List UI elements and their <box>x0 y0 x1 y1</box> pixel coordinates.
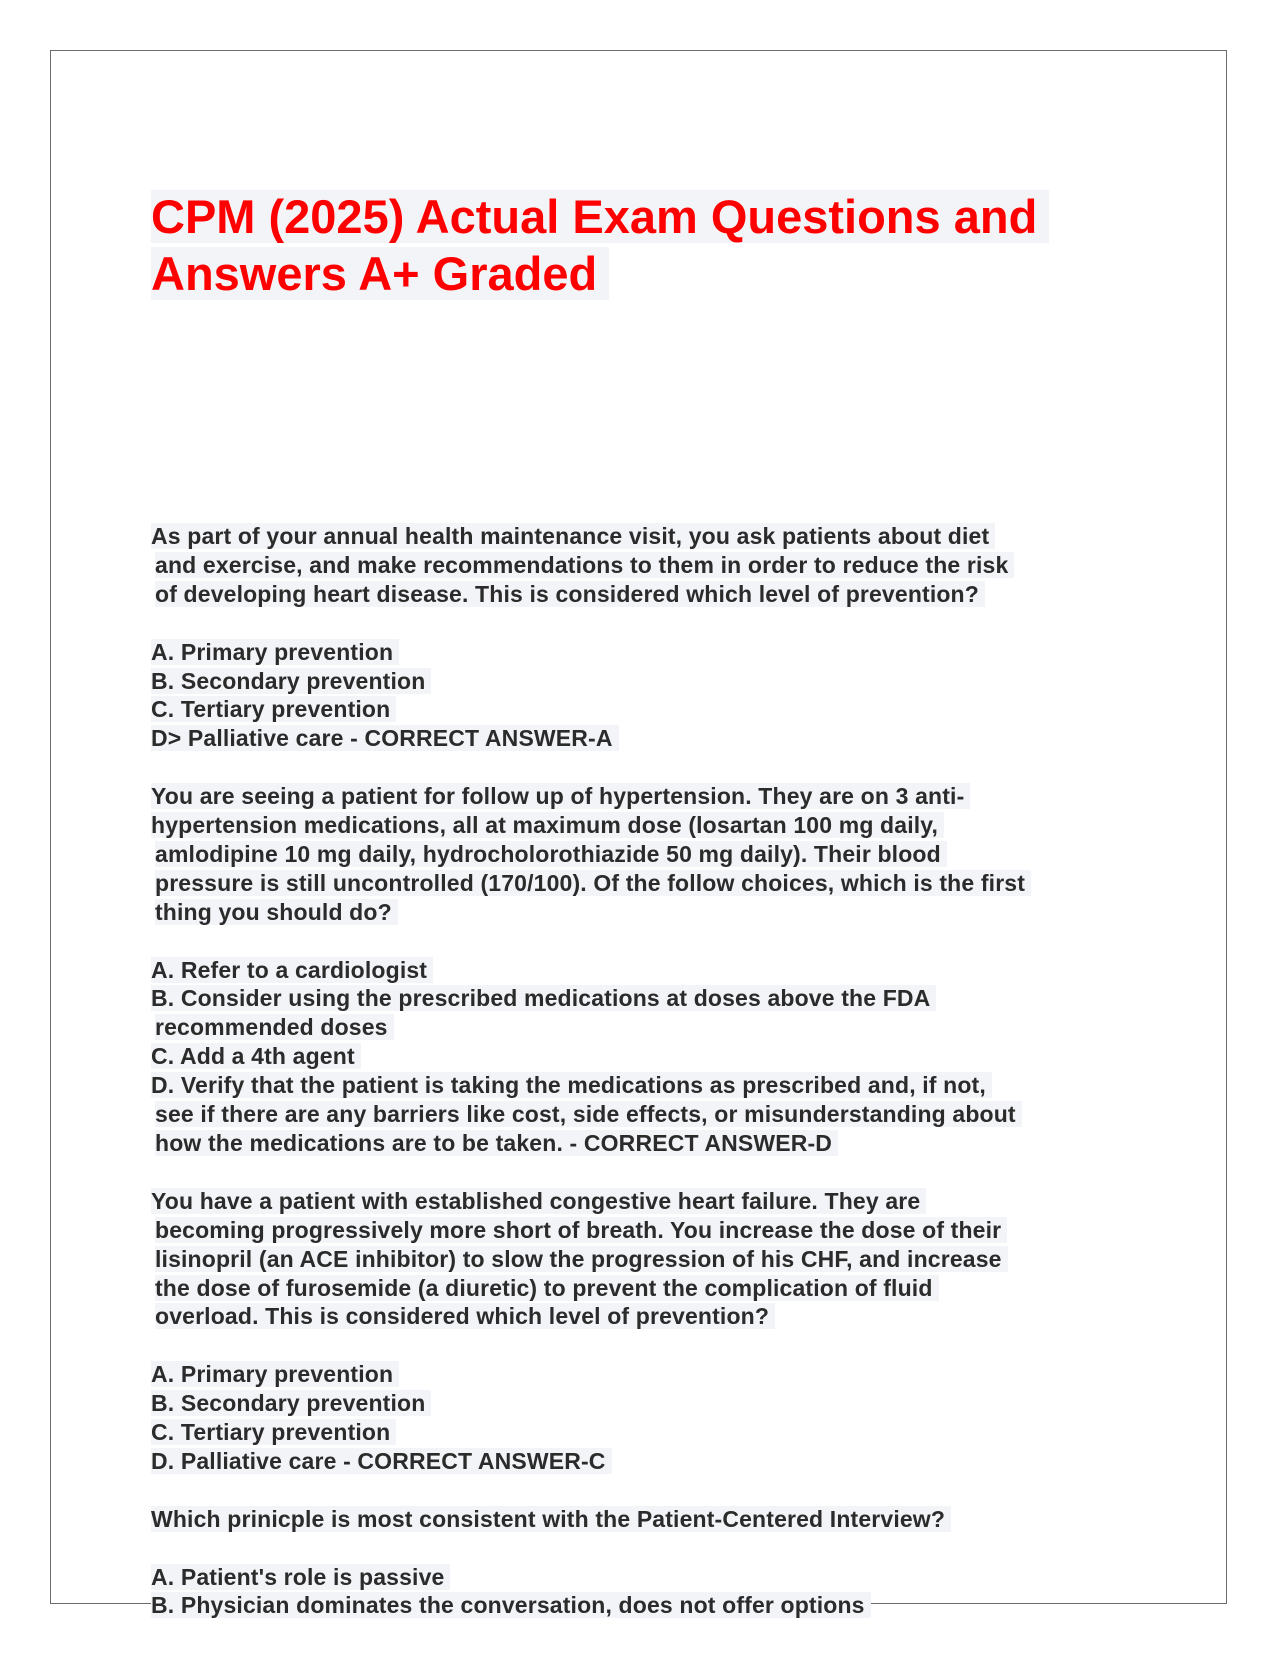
question-1-option-c: C. Tertiary prevention <box>151 695 1151 724</box>
question-2-stem-text-5: thing you should do? <box>155 899 398 925</box>
question-1-stem-text-1: As part of your annual health maintenance visit, you ask patients about diet <box>151 523 995 549</box>
question-1-option-b: B. Secondary prevention <box>151 667 1151 696</box>
question-2-option-d-answer: how the medications are to be taken. - CORRECT ANSWER-D <box>151 1129 1151 1158</box>
document-title <box>151 188 1049 302</box>
question-3-option-b: B. Secondary prevention <box>151 1389 1151 1418</box>
question-1-stem-line <box>151 522 1151 551</box>
question-2-option-b-cont: recommended doses <box>151 1013 1151 1042</box>
question-4-option-b: B. Physician dominates the conversation, does not offer options <box>151 1591 1151 1620</box>
question-4-stem-line <box>151 1505 1151 1534</box>
question-4-option-a: A. Patient's role is passive <box>151 1563 1151 1592</box>
question-2-option-c: C. Add a 4th agent <box>151 1042 1151 1071</box>
question-1-stem-line <box>151 551 1151 580</box>
question-3-stem-line <box>151 1274 1151 1303</box>
question-1-option-d-answer: D> Palliative care - CORRECT ANSWER-A <box>151 724 1151 753</box>
question-1-option-a: A. Primary prevention <box>151 638 1151 667</box>
question-3-option-c: C. Tertiary prevention <box>151 1418 1151 1447</box>
question-4-stem-text-1: Which prinicple is most consistent with the Patient-Centered Interview? <box>151 1506 951 1532</box>
question-3-stem-line <box>151 1302 1151 1331</box>
question-1-stem-text-2: and exercise, and make recommendations to them in order to reduce the risk <box>155 552 1014 578</box>
question-2-option-a: A. Refer to a cardiologist <box>151 956 1151 985</box>
question-1-stem-line <box>151 580 1151 609</box>
question-3-option-a: A. Primary prevention <box>151 1360 1151 1389</box>
question-2-stem-line <box>151 898 1151 927</box>
question-2-stem-text-2: hypertension medications, all at maximum dose (losartan 100 mg daily, <box>151 812 944 838</box>
question-2 <box>151 782 1151 1158</box>
question-2-stem-text-1: You are seeing a patient for follow up of hypertension. They are on 3 anti- <box>151 783 970 809</box>
question-3-stem-line <box>151 1245 1151 1274</box>
title-line-2: Answers A+ Graded <box>151 247 609 300</box>
question-2-stem-text-4: pressure is still uncontrolled (170/100). Of the follow choices, which is the first <box>155 870 1031 896</box>
question-2-stem-line <box>151 811 1151 840</box>
question-3-stem-line <box>151 1216 1151 1245</box>
questions-block <box>151 522 1151 1620</box>
title-line-1: CPM (2025) Actual Exam Questions and <box>151 190 1049 243</box>
question-2-stem-text-3: amlodipine 10 mg daily, hydrocholorothiazide 50 mg daily). Their blood <box>155 841 947 867</box>
question-2-option-b: B. Consider using the prescribed medications at doses above the FDA <box>151 984 1151 1013</box>
question-3 <box>151 1187 1151 1476</box>
question-2-option-d-cont: see if there are any barriers like cost, side effects, or misunderstanding about <box>151 1100 1151 1129</box>
question-3-stem-text-1: You have a patient with established congestive heart failure. They are <box>151 1188 926 1214</box>
question-2-stem-line <box>151 869 1151 898</box>
question-1 <box>151 522 1151 753</box>
question-1-stem-text-3: of developing heart disease. This is considered which level of prevention? <box>155 581 985 607</box>
question-3-stem-text-4: the dose of furosemide (a diuretic) to prevent the complication of fluid <box>155 1275 939 1301</box>
question-4 <box>151 1505 1151 1621</box>
question-3-option-d-answer: D. Palliative care - CORRECT ANSWER-C <box>151 1447 1151 1476</box>
question-2-stem-line <box>151 840 1151 869</box>
question-3-stem-line <box>151 1187 1151 1216</box>
question-2-stem-line <box>151 782 1151 811</box>
question-3-stem-text-2: becoming progressively more short of breath. You increase the dose of their <box>155 1217 1007 1243</box>
question-3-stem-text-3: lisinopril (an ACE inhibitor) to slow the progression of his CHF, and increase <box>155 1246 1008 1272</box>
question-3-stem-text-5: overload. This is considered which level of prevention? <box>155 1303 775 1329</box>
question-2-option-d: D. Verify that the patient is taking the medications as prescribed and, if not, <box>151 1071 1151 1100</box>
